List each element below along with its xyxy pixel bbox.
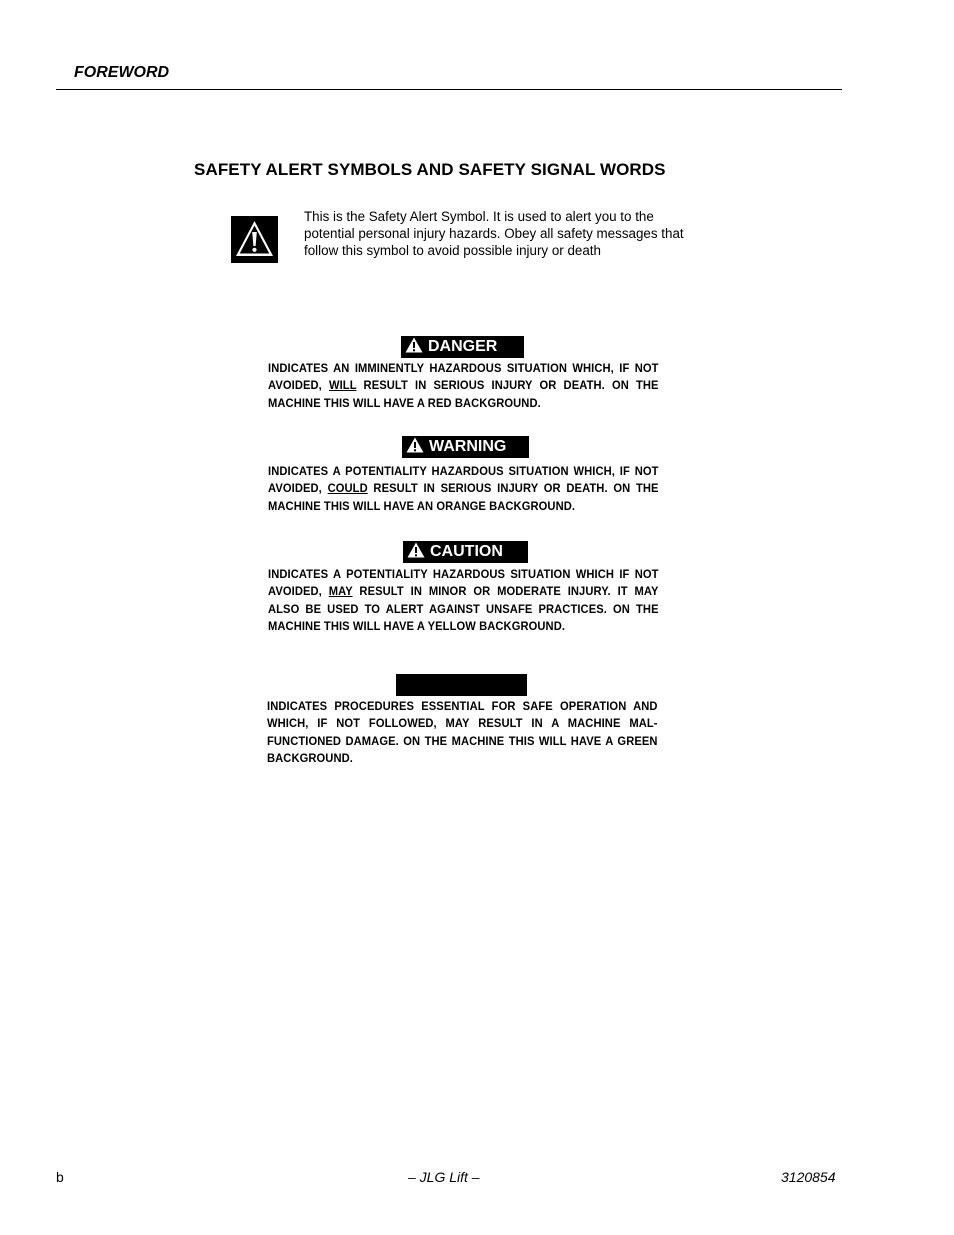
warning-label-text: WARNING xyxy=(429,438,507,455)
header-section-title: FOREWORD xyxy=(74,64,170,81)
warning-description xyxy=(268,463,659,515)
danger-label-text: DANGER xyxy=(428,338,498,355)
header-divider xyxy=(56,89,842,90)
safety-alert-exclamation-icon xyxy=(231,216,278,263)
caution-desc-text: INDICATES A POTENTIALITY HAZARDOUS SITUATION WHICH IF NOT AVOIDED, xyxy=(268,567,659,599)
caution-label xyxy=(403,541,528,563)
warning-desc-text: INDICATES A POTENTIALITY HAZARDOUS SITUATION WHICH, IF NOT AVOIDED, xyxy=(268,464,659,496)
notice-description: INDICATES PROCEDURES ESSENTIAL FOR SAFE OPERATION AND WHICH, IF NOT FOLLOWED, MAY RESULT IN A MACHINE MAL-FUNCTIONED DAMAGE. ON THE MACHINE THIS WILL HAVE A GREEN BACKGROUND. xyxy=(267,699,658,765)
warning-triangle-icon xyxy=(406,437,424,453)
danger-desc-text: INDICATES AN IMMINENTLY HAZARDOUS SITUATION WHICH, IF NOT AVOIDED, xyxy=(268,361,659,393)
danger-description xyxy=(268,360,659,412)
page-title: SAFETY ALERT SYMBOLS AND SAFETY SIGNAL WORDS xyxy=(194,160,666,179)
warning-triangle-icon xyxy=(407,542,425,558)
caution-desc-text-end: RESULT IN MINOR OR MODERATE INJURY. IT MAY ALSO BE USED TO ALERT AGAINST UNSAFE PRACTICES. ON THE MACHINE THIS WILL HAVE A YELLOW BACKGROUND. xyxy=(268,584,659,633)
footer-publisher: – JLG Lift – xyxy=(408,1169,480,1185)
warning-desc-text-end: RESULT IN SERIOUS INJURY OR DEATH. ON THE MACHINE THIS WILL HAVE AN ORANGE BACKGROUND. xyxy=(268,481,659,513)
danger-label xyxy=(401,336,524,358)
caution-description xyxy=(268,566,659,635)
safety-alert-description: This is the Safety Alert Symbol. It is used to alert you to the potential personal injury hazards. Obey all safety messages that follow this symbol to avoid possible injury or death xyxy=(304,209,684,259)
notice-label xyxy=(396,674,527,696)
danger-desc-emphasis: WILL xyxy=(328,378,357,393)
warning-desc-emphasis: COULD xyxy=(327,481,368,496)
footer-page-number: b xyxy=(56,1169,64,1185)
danger-desc-text-end: RESULT IN SERIOUS INJURY OR DEATH. ON THE MACHINE THIS WILL HAVE A RED BACKGROUND. xyxy=(268,378,659,410)
caution-label-text: CAUTION xyxy=(430,543,503,560)
caution-desc-emphasis: MAY xyxy=(328,584,353,599)
warning-triangle-icon xyxy=(405,337,423,353)
footer-doc-number: 3120854 xyxy=(781,1169,836,1185)
warning-label xyxy=(402,436,529,458)
